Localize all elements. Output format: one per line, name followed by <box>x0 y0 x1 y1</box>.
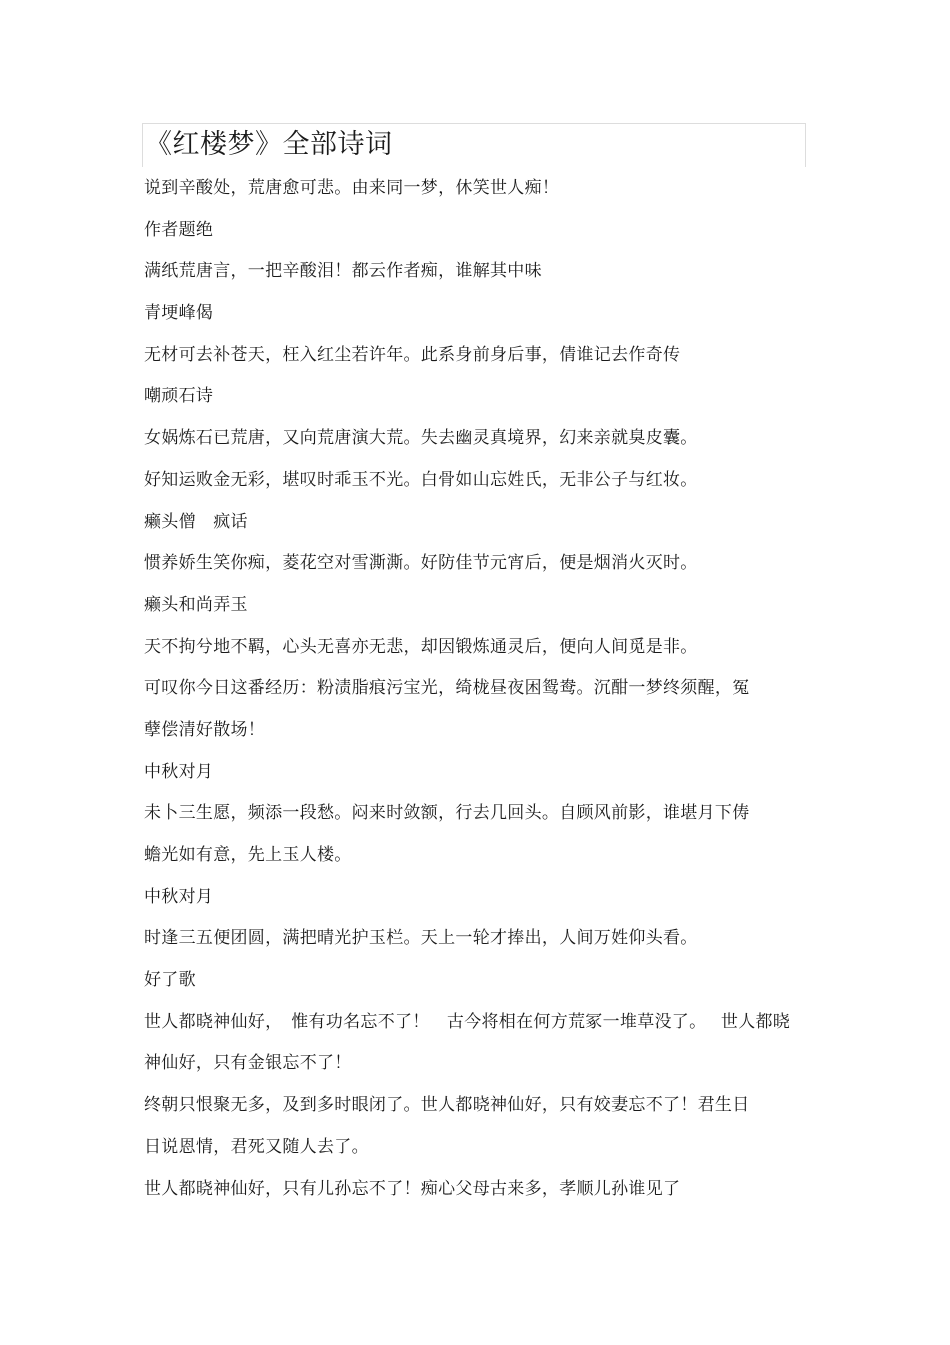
text-line: 女娲炼石已荒唐，又向荒唐演大荒。失去幽灵真境界，幻来亲就臭皮囊。 <box>144 428 698 449</box>
text-line: 无材可去补苍天，枉入红尘若许年。此系身前身后事，倩谁记去作奇传 <box>144 344 681 365</box>
text-line: 世人都晓神仙好， 惟有功名忘不了！ 古今将相在何方荒冢一堆草没了。 世人都晓 <box>144 1011 791 1032</box>
text-line: 中秋对月 <box>144 886 214 907</box>
text-line: 作者题绝 <box>144 219 214 240</box>
title-box <box>142 123 806 167</box>
text-line: 孽偿清好散场！ <box>144 719 266 740</box>
text-line: 未卜三生愿，频添一段愁。闷来时敛额，行去几回头。自顾风前影，谁堪月下俦 <box>144 803 750 824</box>
text-line: 好了歌 <box>144 970 196 991</box>
document-title: 《红楼梦》全部诗词 <box>145 129 393 160</box>
text-line: 终朝只恨聚无多，及到多时眼闭了。世人都晓神仙好，只有姣妻忘不了！君生日 <box>144 1095 750 1116</box>
text-line: 说到辛酸处，荒唐愈可悲。由来同一梦，休笑世人痴！ <box>144 178 560 198</box>
text-line: 惯养娇生笑你痴，菱花空对雪澌澌。好防佳节元宵后，便是烟消火灭时。 <box>144 553 698 574</box>
text-line: 好知运败金无彩，堪叹时乖玉不光。白骨如山忘姓氏，无非公子与红妆。 <box>144 469 698 490</box>
text-line: 日说恩情，君死又随人去了。 <box>144 1136 369 1157</box>
text-line: 癞头和尚弄玉 <box>144 594 248 615</box>
text-line: 青埂峰偈 <box>144 303 214 324</box>
text-line: 可叹你今日这番经历：粉渍脂痕污宝光，绮栊昼夜困鸳鸯。沉酣一梦终须醒，冤 <box>144 678 750 699</box>
text-line: 嘲顽石诗 <box>144 386 214 407</box>
text-line: 神仙好，只有金银忘不了！ <box>144 1053 352 1074</box>
text-line: 世人都晓神仙好，只有儿孙忘不了！痴心父母古来多，孝顺儿孙谁见了 <box>144 1178 681 1199</box>
text-line: 天不拘兮地不羁，心头无喜亦无悲，却因锻炼通灵后，便向人间觅是非。 <box>144 636 698 657</box>
text-line: 满纸荒唐言，一把辛酸泪！都云作者痴，谁解其中味 <box>144 261 542 282</box>
text-line: 时逢三五便团圆，满把晴光护玉栏。天上一轮才捧出，人间万姓仰头看。 <box>144 928 698 949</box>
text-line: 蟾光如有意，先上玉人楼。 <box>144 845 352 865</box>
poem-text-body <box>144 176 814 1218</box>
text-line: 中秋对月 <box>144 761 214 782</box>
text-line: 癞头僧 疯话 <box>144 511 248 532</box>
